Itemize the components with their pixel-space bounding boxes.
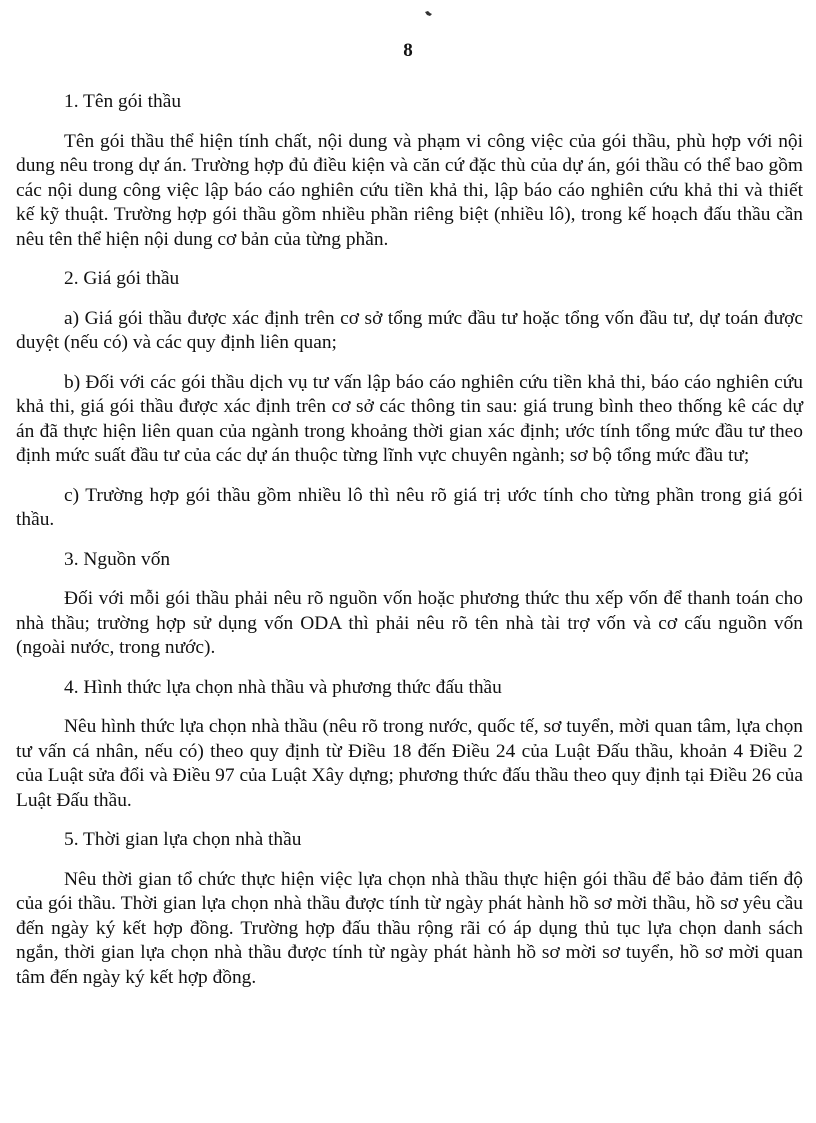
paragraph: a) Giá gói thầu được xác định trên cơ sở tổng mức đầu tư hoặc tổng vốn đầu tư, dự toán được duyệt (nếu có) và các quy định liên quan; [16,307,803,353]
section-package-price [16,267,803,533]
section-funding-source [16,548,803,661]
section-selection-time [16,828,803,990]
paragraph: Nêu thời gian tổ chức thực hiện việc lựa chọn nhà thầu thực hiện gói thầu để bảo đảm tiến độ của gói thầu. Thời gian lựa chọn nhà thầu được tính từ ngày phát hành hồ sơ mời thầu, hồ sơ yêu cầu đến ngày ký kết hợp đồng. Trường hợp đấu thầu rộng rãi có áp dụng thủ tục lựa chọn danh sách ngắn, thời gian lựa chọn nhà thầu được tính từ ngày phát hành hồ sơ mời sơ tuyển, hồ sơ mời quan tâm đến ngày ký kết hợp đồng. [16,868,803,988]
section-heading: 3. Nguồn vốn [64,548,171,570]
paragraph: Tên gói thầu thể hiện tính chất, nội dung và phạm vi công việc của gói thầu, phù hợp với nội dung nêu trong dự án. Trường hợp đủ điều kiện và căn cứ đặc thù của dự án, gói thầu có thể bao gồm các nội dung công việc lập báo cáo nghiên cứu tiền khả thi, lập báo cáo nghiên cứu khả thi và thiết kế kỹ thuật. Trường hợp gói thầu gồm nhiều phần riêng biệt (nhiều lô), trong kế hoạch đấu thầu cần nêu tên thể hiện nội dung cơ bản của từng phần. [16,130,803,250]
section-selection-method [16,676,803,814]
paragraph: c) Trường hợp gói thầu gồm nhiều lô thì nêu rõ giá trị ước tính cho từng phần trong giá gói thầu. [16,484,803,530]
section-heading: 5. Thời gian lựa chọn nhà thầu [64,829,302,850]
paragraph: Đối với mỗi gói thầu phải nêu rõ nguồn vốn hoặc phương thức thu xếp vốn để thanh toán cho nhà thầu; trường hợp sử dụng vốn ODA thì phải nêu rõ tên nhà tài trợ vốn và cơ cấu nguồn vốn (ngoài nước, trong nước). [16,588,803,658]
section-heading: 1. Tên gói thầu [64,91,182,112]
scan-speck [424,10,433,18]
section-package-name [16,90,803,252]
section-heading: 2. Giá gói thầu [64,268,180,289]
paragraph: b) Đối với các gói thầu dịch vụ tư vấn lập báo cáo nghiên cứu tiền khả thi, báo cáo nghiên cứu khả thi, giá gói thầu được xác định trên cơ sở các thông tin sau: giá trung bình theo thống kê các dự án đã thực hiện liên quan của ngành trong khoảng thời gian xác định; ước tính tổng mức đầu tư theo định mức suất đầu tư của các dự án thuộc từng lĩnh vực chuyên ngành; sơ bộ tổng mức đầu tư; [16,371,803,466]
paragraph: Nêu hình thức lựa chọn nhà thầu (nêu rõ trong nước, quốc tế, sơ tuyển, mời quan tâm, lựa chọn tư vấn cá nhân, nếu có) theo quy định từ Điều 18 đến Điều 24 của Luật Đấu thầu, khoản 4 Điều 2 của Luật sửa đổi và Điều 97 của Luật Xây dựng; phương thức đấu thầu theo quy định tại Điều 26 của Luật Đấu thầu. [16,716,803,811]
page-number: 8 [403,40,413,61]
section-heading: 4. Hình thức lựa chọn nhà thầu và phương thức đấu thầu [64,676,502,698]
document-body [16,90,803,1005]
